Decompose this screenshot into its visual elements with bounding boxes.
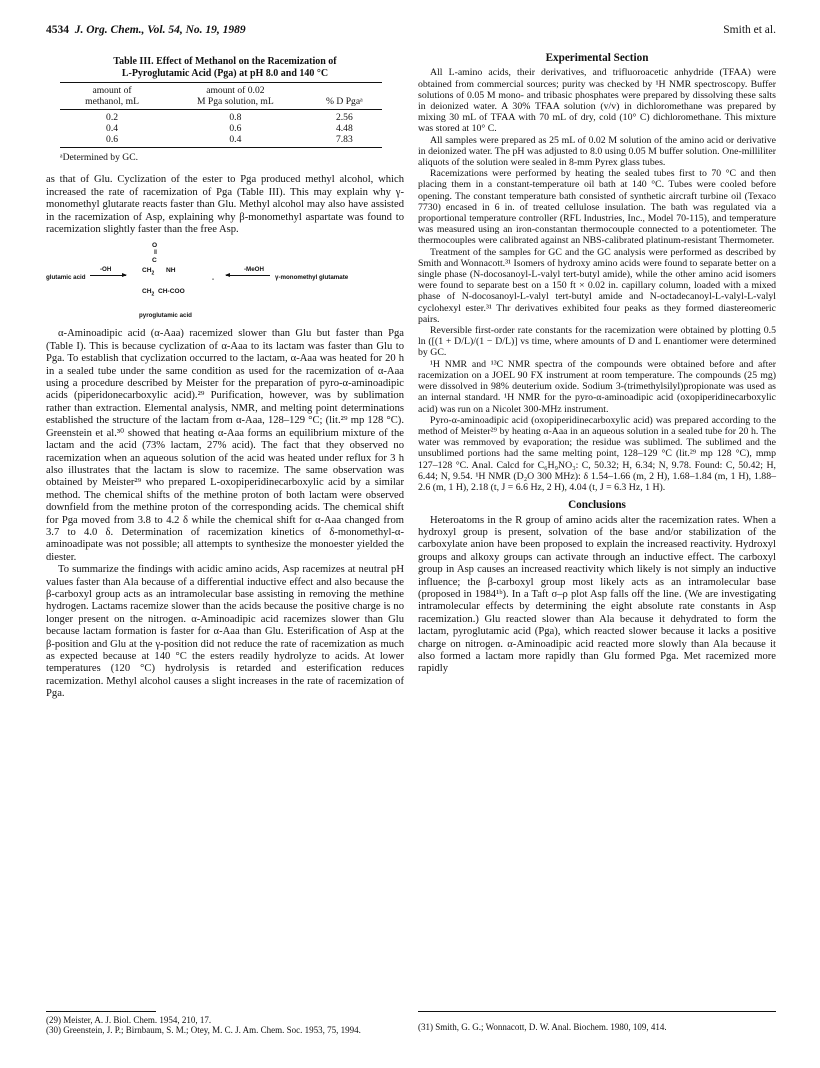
scheme-glutamic-acid: glutamic acid [46, 274, 86, 282]
paragraph: All samples were prepared as 25 mL of 0.02 M solution of the amino acid or derivative in deionized water. The pH was adjusted to 8.0 using 0.05 M buffer solution. One-milliliter aliquots of the solution were sealed in 8-mm Pyrex glass tubes. [418, 134, 776, 169]
cell: 0.6 [60, 134, 164, 148]
scheme-carbon: C [152, 257, 157, 265]
table-caption [46, 56, 404, 79]
paragraph: ¹H NMR and ¹³C NMR spectra of the compounds were obtained before and after racemization on a JOEL 90 FX instrument at room temperature. The compounds (25 mg) were dissolved in 98% deuterium oxide. Sodium 3-(trimethylsilyl)propionate was used as an internal standard. ¹H NMR for the pyro-α-aminoadipic acid (oxopiperidinecarboxylic acid) was run on a Nicolet 300-MHz instrument. [418, 358, 776, 415]
paragraph: Heteroatoms in the R group of amino acids alter the racemization rates. When a hydroxyl group is present, solvation of the base and/or stabilization of the carboxylate anion have been proposed to explain the increased reactivity. Hydroxyl groups and alkoxy groups can activate through an inductive effect. The carboxyl group in Asp causes an increased reactivity which likely is not simply an inductive influence; the β-carboxyl group most likely acts as an intramolecular base (proposed in 1984¹ᵇ). In a Taft σ–ρ plot Asp falls off the line. (We are investigating intramolecular effects by determining the eight absolute rate constants in Asp racemization.) Glu reacted slower than Ala because it dehydrated to form the lactam, pyroglutamic acid (Pga), which reacted slower because it lacks a positive charge on nitrogen. α-Aminoadipic acid reacted more slowly than Ala because it also formed a lactam more rapidly than Glu formed Pga. Met racemized more rapidly [418, 514, 776, 675]
scheme-minus-meoh: -MeOH [244, 266, 264, 274]
header-left [46, 24, 246, 36]
table-row [60, 134, 382, 148]
paragraph: Racemizations were performed by heating the sealed tubes first to 70 °C and then placing them in a constant-temperature oil bath at 140 °C. Tubes were cooled before opening. The constant temperature bath consisted of synthetic aircraft turbine oil (Texaco 7730) encased in 6 in. of treated cellulose insulation. The bath was regulated via a proportional temperature controller (RFL Industries, Inc., Model 70-115), and temperature was measured using an iron-constantan thermocouple connected to a potentiometer. The thermocouples were calibrated against an NBS-calibrated platinum-resistant Thermometer. [418, 168, 776, 247]
paragraph: Pyro-α-aminoadipic acid (oxopiperidinecarboxylic acid) was prepared according to the method of Meister²⁹ by heating α-Aaa in an aqueous solution in a sealed tube for 20 h. The water was remmoved by evaporation; the residue was sublimed. The sublimed and the unsublimed portions had the same melting point, 128–129 °C (lit.²⁹ mp 128 °C), mmp 127–128 °C. Anal. Calcd for C₆H₉NO₃: C, 50.32; H, 6.34; N, 9.78. Found: C, 50.42; H, 6.44; N, 9.54. ¹H NMR (D₂O 300 MHz): δ 1.54–1.66 (m, 2 H), 1.68–1.84 (m, 1 H), 1.88–2.6 (m, 1 H), 2.18 (t, J = 6.6 Hz, 2 H), 4.04 (t, J = 6.3 Hz, 1 H). [418, 414, 776, 493]
cell: 4.48 [335, 123, 353, 134]
cell: 0.4 [164, 134, 307, 148]
paragraph: α-Aminoadipic acid (α-Aaa) racemized slower than Glu but faster than Pga (Table I). This is because cyclization of α-Aaa to its lactam was faster than Glu to Pga. To establish that cyclization occurred to the lactam, α-Aaa was heated for 20 h in a sealed tube under the same condition as used for the racemization of α-Aaa using a procedure described by Meister for the preparation of pyro-α-aminoadipic acids (piperidonecarboxylic acid).²⁹ Purification, however, was by sublimation rather than extraction. Elemental analysis, NMR, and melting point determinations established the structure of the lactam from α-Aaa, 128–129 °C; (lit.²⁹ mp 128 °C). Greenstein et al.³⁰ showed that heating α-Aaa forms an equilibrium mixture of the lactam and the acid (73% lactam, 27% acid). The fact that they observed no racemization when an aqueous solution of the acid was heated under reflux for 3 h also illustrates that the lactam is slow to racemize. The same observation was obtained by Meister²⁹ who prepared L-oxopiperidinecarboxylic acid by a similar method. The chemical shifts of the methine proton of both lactam were observed downfield from the methine proton of the corresponding acids. The chemical shift for Pga moved from 3.8 to 4.2 δ while the chemical shift for α-Aaa changed from 3.7 to 4.0 δ. Determination of racemization kinetics of δ-monomethyl-α-aminoadipate was not possible; all attempts to synthesize the monoester yielded the diester. [46, 328, 404, 563]
scheme-minus-oh: -OH [100, 266, 112, 274]
col-header-methanol-1: amount of [60, 83, 164, 97]
scheme-monomethyl: γ-monomethyl glutamate [275, 274, 349, 282]
footnote-31: (31) Smith, G. G.; Wonnacott, D. W. Anal. Biochem. 1980, 109, 414. [418, 1022, 667, 1032]
col-header-pga-1: amount of 0.02 [164, 83, 307, 97]
cell: 0.6 [229, 123, 242, 134]
footnotes-right [418, 1022, 776, 1032]
table-footnote: ᵃDetermined by GC. [60, 152, 139, 163]
col-header-d-pga [307, 83, 382, 97]
col-header-methanol-2: methanol, mL [60, 96, 164, 110]
scheme-ch2-lower: $CH_2$ [142, 288, 155, 298]
paragraph: To summarize the findings with acidic amino acids, Asp racemizes at neutral pH values faster than Ala because of a differential inductive effect and also because the β-carboxyl group acts as an intramolecular base assisting in removing the methine hydrogen. Lactams racemize slower than the acids because the positive charge is no longer present on the nitrogen. α-Aminoadipic acid racemizes slower than Glu because lactam formation is faster for α-Aaa than Glu. Esterification of Asp at the β-position and Glu at the γ-position did not reduce the rate of racemization as much as expected because at 140 °C the esters readily hydrolyze to acids. At lower temperatures (120 °C) hydrolysis is retarded and esterification reduces racemization. Methyl alcohol causes a slight increases in the rate of racemization of Pga. [46, 564, 404, 700]
scheme-label: pyroglutamic acid [139, 312, 192, 320]
cell: 2.56 [307, 110, 382, 124]
scheme-ch-coo: CH-COO [158, 288, 185, 296]
footnote-rule-left [46, 1011, 156, 1012]
left-column [46, 48, 404, 701]
cell: 0.4 [106, 123, 119, 134]
scheme-oxygen: O [152, 242, 158, 250]
col-header-d-pga-label: % D Pgaᵃ [307, 96, 382, 110]
table-row [60, 110, 382, 124]
table-row [60, 123, 382, 134]
heading-experimental: Experimental Section [545, 52, 649, 64]
col-header-pga-2: M Pga solution, mL [164, 96, 307, 110]
paragraph: All L-amino acids, their derivatives, and trifluoroacetic anhydride (TFAA) were obtained from commercial sources; purity was checked by ¹H NMR spectroscopy. Buffer solutions of 0.05 M mono- and tribasic phosphates were prepared by dissolving these salts in deionized water. A 30% TFAA solution (v/v) in dichloromethane was prepared by mixing 30 mL of TFAA with 70 mL of dry, cold (10° C) dichloromethane. This mixture was stored at 10° C. [418, 67, 776, 135]
scheme-arrow-reverse [226, 275, 270, 276]
page-header [46, 24, 776, 40]
paragraph: as that of Glu. Cyclization of the ester to Pga produced methyl alcohol, which increased the rate of racemization of Pga (Table III). This may explain why γ-monomethyl glutarate reacts faster than Glu. Methyl alcohol may also have assisted in the racemization of Asp, explaining why β-monomethyl aspartate was found to racemization slightly faster than the free Asp. [46, 174, 404, 236]
running-authors: Smith et al. [723, 24, 776, 36]
table-caption-line2: L-Pyroglutamic Acid (Pga) at pH 8.0 and 140 °C [121, 67, 329, 79]
scheme-nh: NH [166, 267, 176, 275]
paragraph: Reversible first-order rate constants for the racemization were obtained by plotting 0.5 ln ([(1 + D/L)/(1 − D/L)] vs time, where amounts of D and L enantiomer were determined by GC. [418, 325, 776, 359]
scheme-double-bond: ‖ [154, 250, 157, 257]
cell: 0.8 [164, 110, 307, 124]
scheme-minus: - [212, 276, 215, 284]
footnote-30: (30) Greenstein, J. P.; Birnbaum, S. M.; Otey, M. C. J. Am. Chem. Soc. 1953, 75, 1994. [46, 1025, 361, 1036]
footnotes-left [46, 1015, 404, 1036]
cell: 7.83 [307, 134, 382, 148]
cell: 0.2 [60, 110, 164, 124]
journal-citation: J. Org. Chem., Vol. 54, No. 19, 1989 [74, 24, 246, 36]
page-number: 4534 [46, 24, 69, 36]
scheme-arrow-forward [90, 275, 126, 276]
data-table [60, 82, 382, 148]
footnote-rule-right [418, 1011, 776, 1012]
heading-conclusions: Conclusions [568, 499, 626, 512]
right-column [418, 48, 776, 676]
reaction-scheme [46, 238, 404, 324]
scheme-ch2-upper: $CH_2$ [142, 267, 155, 277]
paragraph: Treatment of the samples for GC and the GC analysis were performed as described by Smith and Wonnacott.³¹ Isomers of hydroxy amino acids were found to separate better on a single phase (N-docosanoyl-L-valyl tert-butyl amide), while the other amino acid isomers were found to separate best on a 150 ft × 0.02 in. capillary column, loaded with a mixed phase of N-docosanoyl-L-valyl tert-butyl amide and N-octadecanoyl-L-valyl-L-valyl cyclohexyl ester.³¹ Thr derivatives exhibited four peaks as they formed diastereomeric pairs. [418, 246, 776, 325]
footnote-29: (29) Meister, A. J. Biol. Chem. 1954, 210, 17. [46, 1015, 212, 1025]
table-caption-line1: Table III. Effect of Methanol on the Racemization of [113, 56, 337, 67]
